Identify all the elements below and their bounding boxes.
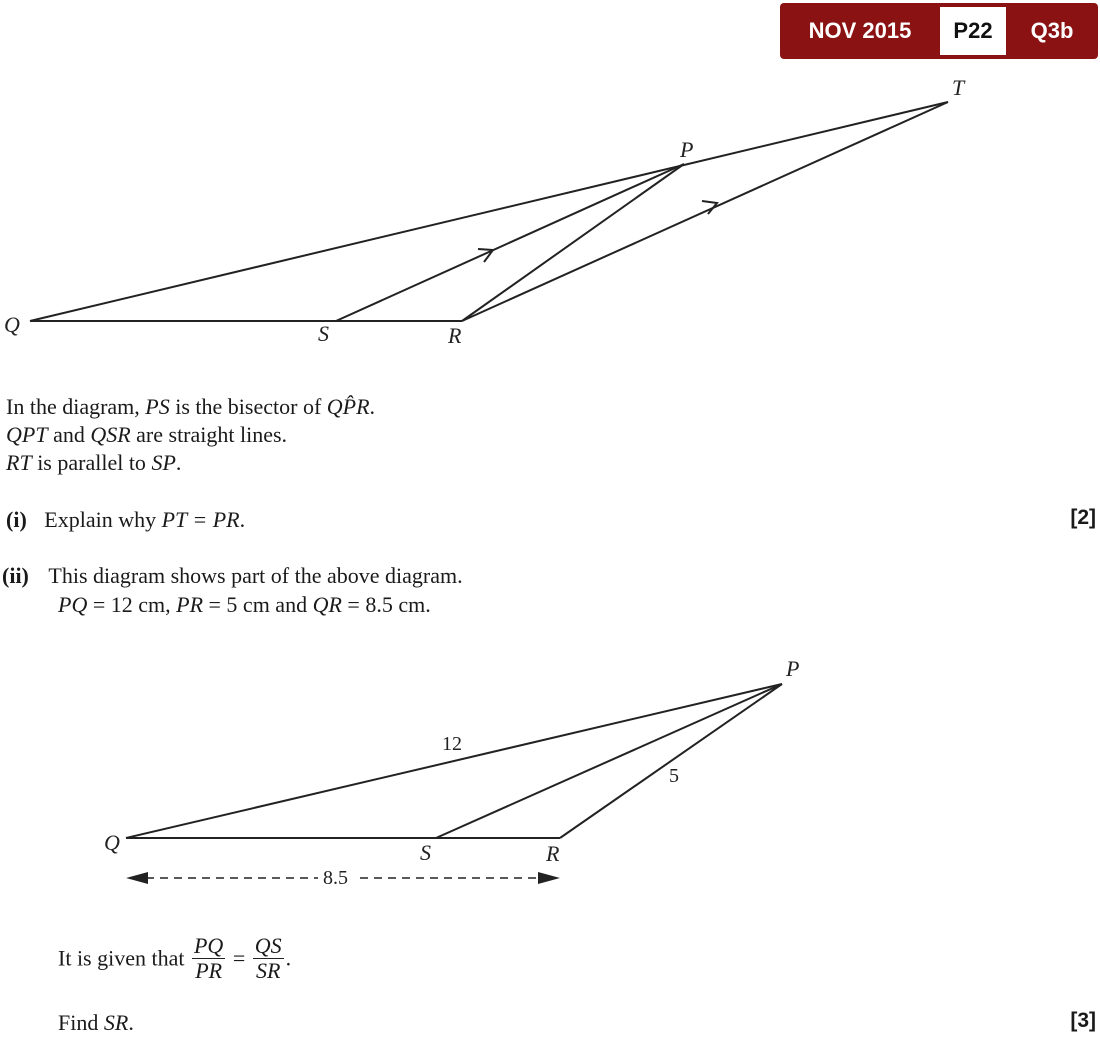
label-s: S	[318, 321, 329, 346]
line-sp	[336, 164, 684, 321]
label-p-2: P	[786, 656, 800, 681]
line-sp-2	[436, 684, 782, 838]
intro-line-3: RT is parallel to SP.	[6, 450, 182, 475]
length-pr: 5	[669, 765, 679, 787]
label-r-2: R	[546, 841, 560, 866]
badge-session: NOV 2015	[808, 18, 912, 43]
intro-line-2: QPT and QSR are straight lines.	[6, 422, 288, 447]
part-ii-line-1: (ii) This diagram shows part of the above diagram.	[2, 563, 463, 588]
part-ii-line-2: PQ = 12 cm, PR = 5 cm and QR = 8.5 cm.	[58, 592, 431, 617]
length-qr: 8.5	[323, 867, 348, 889]
dim-arrow-left	[126, 872, 148, 884]
find-sr: Find SR.	[58, 1010, 134, 1035]
line-rp	[462, 164, 684, 321]
intro-line-1: In the diagram, PS is the bisector of QP̂R.	[6, 394, 376, 419]
line-rt	[462, 102, 948, 321]
line-rp-2	[560, 684, 782, 838]
part-ii-number: (ii)	[2, 563, 29, 588]
label-r: R	[448, 323, 462, 348]
part-i: (i) Explain why PT = PR.	[6, 507, 246, 532]
line-qp	[126, 684, 782, 838]
length-pq: 12	[442, 733, 462, 755]
label-q: Q	[4, 312, 20, 337]
diagram-2	[126, 684, 782, 878]
fraction-qs-sr: $\frac{QS}{SR}$	[254, 933, 282, 983]
fraction-pq-pr: $\frac{PQ}{PR}$	[193, 933, 224, 983]
label-t: T	[952, 75, 965, 100]
marks-part-ii: [3]	[1070, 1009, 1096, 1032]
marks-part-i: [2]	[1070, 506, 1096, 529]
badge-paper: P22	[940, 7, 1006, 55]
label-q-2: Q	[104, 830, 120, 855]
part-i-number: (i)	[6, 507, 27, 532]
label-p: P	[680, 137, 694, 162]
dim-arrow-right	[538, 872, 560, 884]
line-qpt	[30, 102, 948, 321]
label-s-2: S	[420, 840, 431, 865]
given-ratio: It is given that $\frac{PQ}{PR}$ = $\frac{QS}{SR}$ .	[58, 933, 292, 983]
badge-question: Q3b	[1030, 18, 1074, 43]
